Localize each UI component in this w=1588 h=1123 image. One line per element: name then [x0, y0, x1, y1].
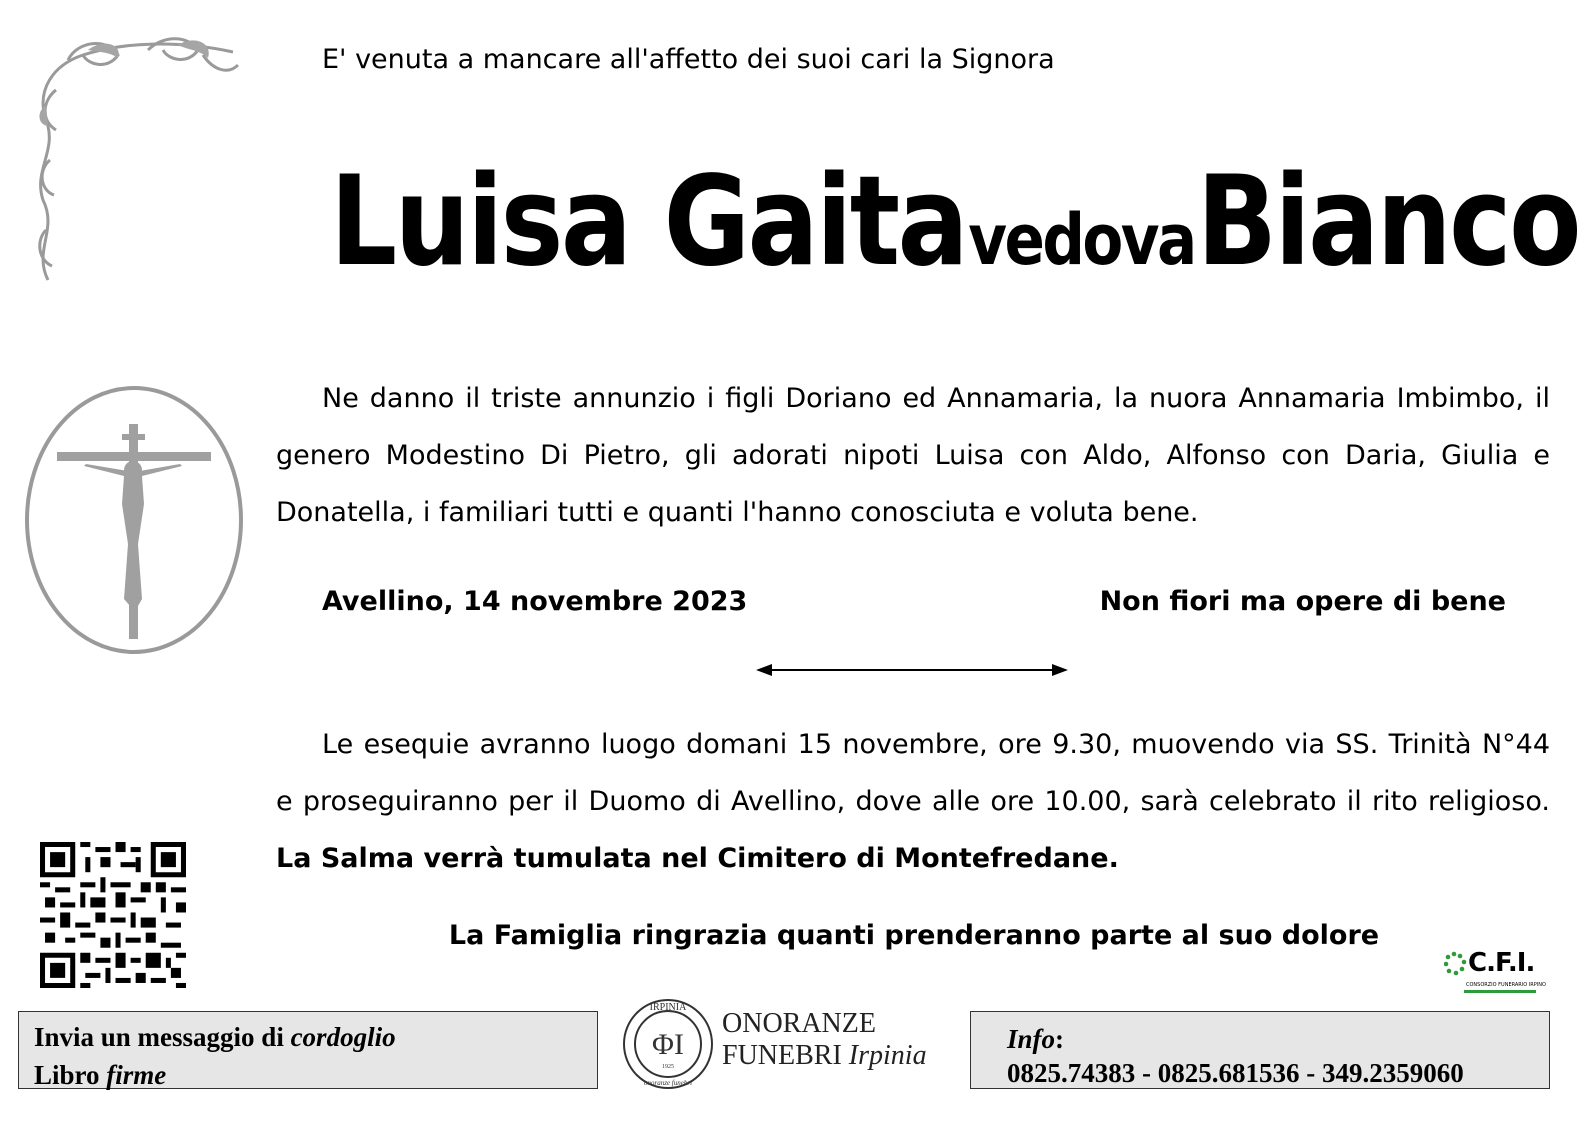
name-last: Bianco	[1196, 150, 1579, 294]
cfi-logo-text: C.F.I.	[1468, 948, 1535, 978]
name-first: Luisa Gaita	[330, 150, 967, 294]
corner-ornament-icon	[28, 30, 243, 285]
send-condolence-link[interactable]	[34, 1018, 597, 1056]
guestbook-italic: firme	[106, 1060, 167, 1090]
qr-code-icon[interactable]	[40, 842, 186, 988]
family-thanks: La Famiglia ringrazia quanti prenderanno parte al suo dolore	[448, 920, 1380, 951]
funeral-paragraph	[276, 716, 1550, 887]
phone-numbers[interactable]: 0825.74383 - 0825.681536 - 349.2359060	[1007, 1058, 1464, 1088]
guestbook-label: Libro	[34, 1060, 107, 1090]
double-arrow-icon	[756, 660, 1068, 680]
condolence-box[interactable]	[18, 1011, 598, 1089]
send-condolence-label: Invia un messaggio di	[34, 1022, 291, 1052]
burial-details: La Salma verrà tumulata nel Cimitero di Montefredane.	[276, 843, 1119, 874]
no-flowers-note: Non fiori ma opere di bene	[1099, 586, 1506, 617]
seal-year: 1925	[662, 1064, 674, 1070]
intro-text: E' venuta a mancare all'affetto dei suoi cari la Signora	[322, 44, 1055, 75]
company-line2: FUNEBRI	[722, 1040, 849, 1071]
funeral-details: Le esequie avranno luogo domani 15 novembre, ore 9.30, muovendo via SS. Trinità N°44 e proseguiranno per il Duomo di Avellino, dove alle ore 10.00, sarà celebrato il rito religioso.	[276, 729, 1550, 817]
deceased-name	[330, 150, 1579, 294]
condolence-italic: cordoglio	[290, 1022, 396, 1052]
cfi-logo	[1444, 948, 1546, 998]
info-label: Info	[1007, 1024, 1056, 1054]
company-seal-icon	[620, 996, 716, 1092]
place-date: Avellino, 14 novembre 2023	[322, 586, 748, 617]
info-box: Info: 0825.74383 - 0825.681536 - 349.2359060	[970, 1011, 1550, 1089]
seal-bottom-text: onoranze funebri	[643, 1079, 693, 1087]
announcement-paragraph: Ne danno il triste annunzio i figli Doriano ed Annamaria, la nuora Annamaria Imbimbo, il genero Modestino Di Pietro, gli adorati nipoti Luisa con Aldo, Alfonso con Daria, Giulia e Donatella, i familiari tutti e quanti l'hanno conosciuta e voluta bene.	[276, 383, 1550, 528]
cfi-caption: CONSORZIO FUNERARIO IRPINO	[1466, 982, 1546, 988]
guestbook-link[interactable]	[34, 1056, 597, 1094]
company-line1: ONORANZE	[722, 1008, 876, 1039]
company-name	[722, 1008, 927, 1072]
crucifix-icon	[24, 384, 244, 656]
seal-top-text: IRPINIA	[649, 1002, 687, 1013]
name-middle: vedova	[968, 199, 1195, 281]
company-line2-italic: Irpinia	[848, 1040, 927, 1071]
svg-text:ΦΙ: ΦΙ	[652, 1028, 684, 1061]
